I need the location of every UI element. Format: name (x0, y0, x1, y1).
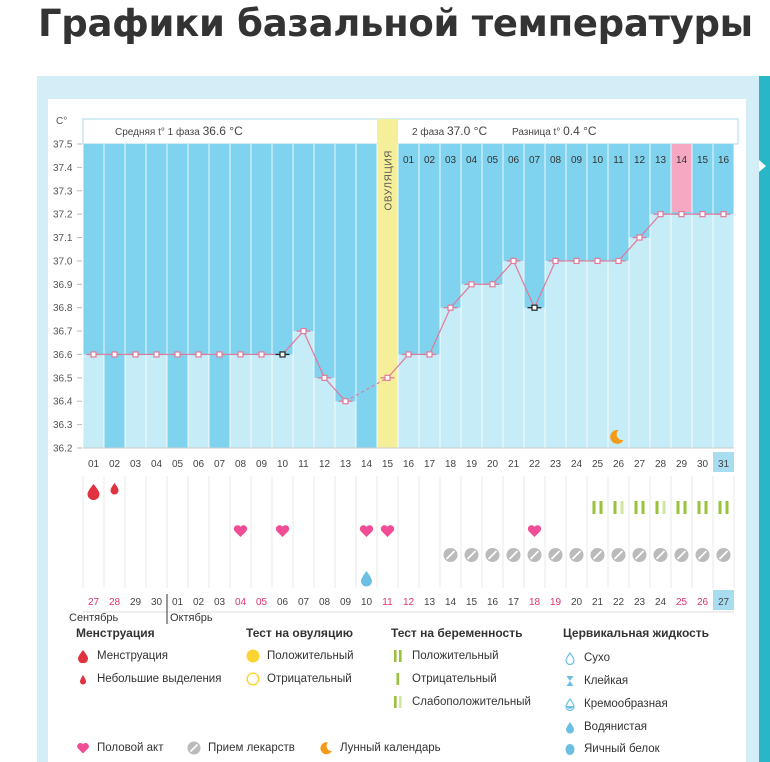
cycle-day-label: 05 (171, 459, 184, 470)
month-label-next: Октябрь (170, 612, 213, 624)
calendar-date-label: 27 (717, 597, 730, 608)
cycle-day-label: 17 (423, 459, 436, 470)
heart-icon (276, 525, 289, 537)
calendar-date-label: 07 (297, 597, 310, 608)
cycle-day-label: 22 (528, 459, 541, 470)
calendar-date-label: 20 (570, 597, 583, 608)
temperature-point (553, 258, 558, 263)
phase2-day-label: 06 (507, 155, 520, 166)
pregnancy-test-line (656, 501, 659, 514)
temperature-bar-day-24 (566, 261, 587, 448)
y-tick-label: 37.5 (53, 139, 73, 151)
y-tick-label: 37.4 (53, 162, 73, 174)
legend-cervical-dry: Сухо (563, 650, 610, 666)
test-weak-icon (391, 695, 405, 709)
cycle-day-label: 08 (234, 459, 247, 470)
ovulation-label: ОВУЛЯЦИЯ (383, 150, 395, 211)
temperature-point (238, 352, 243, 357)
temperature-point (322, 375, 327, 380)
temperature-bar-day-28 (650, 214, 671, 448)
month-label-start: Сентябрь (69, 612, 119, 624)
temperature-point (448, 305, 453, 310)
cycle-day-label: 06 (192, 459, 205, 470)
cycle-day-label: 07 (213, 459, 226, 470)
temperature-bar-day-1 (83, 354, 104, 448)
phase2-day-label: 14 (675, 155, 688, 166)
temperature-bar-day-30 (692, 214, 713, 448)
legend-ovulation-positive: Положительный (246, 648, 354, 664)
cycle-day-label: 02 (108, 459, 121, 470)
page-title: Графики базальной температуры (38, 2, 753, 45)
cycle-day-label: 28 (654, 459, 667, 470)
y-unit-label: C° (56, 116, 68, 127)
sun-outline-icon (246, 672, 260, 686)
temperature-bar-day-23 (545, 261, 566, 448)
calendar-date-label: 10 (360, 597, 373, 608)
heart-icon (381, 525, 394, 537)
cycle-day-label: 31 (717, 459, 730, 470)
calendar-date-label: 08 (318, 597, 331, 608)
temperature-point (196, 352, 201, 357)
phase2-day-label: 01 (402, 155, 415, 166)
phase2-average: 2 фаза 37.0 °C (412, 124, 488, 138)
phase2-day-label: 11 (613, 155, 624, 166)
y-tick-label: 36.6 (53, 349, 73, 361)
calendar-date-label: 24 (654, 597, 667, 608)
calendar-date-label: 16 (486, 597, 499, 608)
temperature-bar-day-12 (314, 378, 335, 448)
legend-intercourse: Половой акт (76, 740, 163, 756)
temperature-point (91, 352, 96, 357)
temperature-point (637, 235, 642, 240)
cycle-day-label: 20 (486, 459, 499, 470)
heart-icon (234, 525, 247, 537)
legend-cervical-watery: Водянистая (563, 719, 647, 735)
temperature-point (385, 375, 390, 380)
cycle-day-label: 18 (444, 459, 457, 470)
calendar-date-label: 29 (129, 597, 142, 608)
cycle-day-label: 19 (465, 459, 478, 470)
cycle-day-label: 13 (339, 459, 352, 470)
calendar-date-label: 12 (402, 597, 415, 608)
cycle-day-label: 10 (276, 459, 289, 470)
cycle-day-label: 23 (549, 459, 562, 470)
temperature-bar-day-16 (398, 354, 419, 448)
cycle-day-label: 14 (360, 459, 373, 470)
cycle-day-label: 03 (129, 459, 142, 470)
cycle-day-label: 26 (612, 459, 625, 470)
calendar-date-label: 09 (339, 597, 352, 608)
test-negative-icon (391, 672, 405, 686)
cycle-day-label: 12 (318, 459, 331, 470)
temperature-point (217, 352, 222, 357)
temperature-bar-day-25 (587, 261, 608, 448)
temperature-point (721, 212, 726, 217)
calendar-date-label: 05 (255, 597, 268, 608)
temperature-bar-day-4 (146, 354, 167, 448)
calendar-date-label: 17 (507, 597, 520, 608)
y-tick-label: 37.3 (53, 186, 73, 198)
cycle-day-label: 16 (402, 459, 415, 470)
calendar-date-label: 19 (549, 597, 562, 608)
calendar-date-label: 26 (696, 597, 709, 608)
pregnancy-test-line (600, 501, 603, 514)
phase2-day-label: 12 (633, 155, 646, 166)
temperature-point (301, 329, 306, 334)
temperature-point (280, 352, 285, 357)
temperature-point (469, 282, 474, 287)
temperature-point (406, 352, 411, 357)
legend-cervical-sticky: Клейкая (563, 673, 628, 689)
heart-icon (360, 525, 373, 537)
cycle-day-label: 25 (591, 459, 604, 470)
cervical-drop-icon (361, 571, 372, 587)
pregnancy-test-line (642, 501, 645, 514)
cycle-day-label: 09 (255, 459, 268, 470)
temperature-bar-day-31 (713, 214, 734, 448)
y-tick-label: 37.1 (53, 233, 73, 245)
pregnancy-test-line (705, 501, 708, 514)
sun-filled-icon (246, 649, 260, 663)
phase2-day-label: 07 (528, 155, 541, 166)
oval-drop-icon (563, 742, 577, 756)
pregnancy-test-line (614, 501, 617, 514)
cycle-day-label: 30 (696, 459, 709, 470)
temperature-point (133, 352, 138, 357)
temperature-point (595, 258, 600, 263)
calendar-date-label: 15 (465, 597, 478, 608)
temperature-point (112, 352, 117, 357)
pregnancy-test-line (698, 501, 701, 514)
calendar-date-label: 30 (150, 597, 163, 608)
temperature-point (532, 305, 537, 310)
drop-filled-icon (563, 720, 577, 734)
phase2-day-label: 04 (465, 155, 478, 166)
cycle-day-label: 21 (507, 459, 520, 470)
pregnancy-test-line (719, 501, 722, 514)
moon-icon (319, 741, 333, 755)
calendar-date-label: 25 (675, 597, 688, 608)
phase1-average: Средняя t° 1 фаза 36.6 °C (115, 124, 243, 138)
drop-small-icon (76, 672, 90, 686)
temperature-bar-day-13 (335, 401, 356, 448)
calendar-date-label: 04 (234, 597, 247, 608)
temperature-point (700, 212, 705, 217)
calendar-date-label: 18 (528, 597, 541, 608)
temperature-bar-day-10 (272, 354, 293, 448)
temperature-bar-day-6 (188, 354, 209, 448)
temperature-point (679, 212, 684, 217)
temperature-bar-day-8 (230, 354, 251, 448)
legend-pregnancy-test-title: Тест на беременность (391, 626, 523, 640)
hourglass-icon (563, 674, 577, 688)
temperature-bar-day-19 (461, 284, 482, 448)
phase2-day-label: 13 (654, 155, 667, 166)
legend-spotting: Небольшие выделения (76, 671, 221, 687)
temperature-bar-day-22 (524, 308, 545, 448)
pregnancy-test-line (593, 501, 596, 514)
y-tick-label: 36.9 (53, 279, 73, 291)
cycle-day-label: 29 (675, 459, 688, 470)
pregnancy-test-line (635, 501, 638, 514)
calendar-date-label: 22 (612, 597, 625, 608)
temperature-point (343, 399, 348, 404)
cycle-day-label: 27 (633, 459, 646, 470)
legend-medication: Прием лекарств (187, 740, 295, 756)
legend-menstruation-title: Менструация (76, 626, 155, 640)
y-tick-label: 36.4 (53, 396, 73, 408)
pregnancy-test-line (726, 501, 729, 514)
temperature-point (175, 352, 180, 357)
y-tick-label: 37.2 (53, 209, 73, 221)
y-tick-label: 36.7 (53, 326, 73, 338)
calendar-date-label: 06 (276, 597, 289, 608)
temperature-point (490, 282, 495, 287)
cycle-day-label: 01 (87, 459, 100, 470)
cycle-day-label: 24 (570, 459, 583, 470)
cycle-day-label: 11 (298, 459, 309, 470)
pill-icon (187, 741, 201, 755)
legend-ovulation-test-title: Тест на овуляцию (246, 626, 353, 640)
pregnancy-test-line (663, 501, 666, 514)
calendar-date-label: 11 (382, 597, 393, 608)
cycle-day-label: 15 (381, 459, 394, 470)
temperature-bar-day-9 (251, 354, 272, 448)
legend-menstruation: Менструация (76, 648, 168, 664)
temperature-point (616, 258, 621, 263)
temperature-bar-day-27 (629, 238, 650, 448)
phase2-day-label: 05 (486, 155, 499, 166)
legend-cervical-creamy: Кремообразная (563, 696, 668, 712)
test-positive-icon (391, 649, 405, 663)
calendar-date-label: 02 (192, 597, 205, 608)
phase2-day-label: 15 (696, 155, 709, 166)
phase2-day-label: 08 (549, 155, 562, 166)
temperature-point (154, 352, 159, 357)
pregnancy-test-line (677, 501, 680, 514)
temperature-bar-day-20 (482, 284, 503, 448)
heart-icon (76, 741, 90, 755)
phase2-day-label: 02 (423, 155, 436, 166)
temperature-point (574, 258, 579, 263)
y-tick-label: 36.3 (53, 420, 73, 432)
calendar-date-label: 27 (87, 597, 100, 608)
legend-pregnancy-weak: Слабоположительный (391, 694, 531, 710)
temperature-difference: Разница t° 0.4 °C (512, 124, 597, 138)
temperature-bar-day-3 (125, 354, 146, 448)
temperature-bar-day-21 (503, 261, 524, 448)
temperature-bar-day-29 (671, 214, 692, 448)
calendar-date-label: 13 (423, 597, 436, 608)
phase2-day-label: 09 (570, 155, 583, 166)
temperature-bar-day-18 (440, 308, 461, 448)
spotting-drop-icon (111, 483, 119, 495)
temperature-bar-day-17 (419, 354, 440, 448)
drop-large-icon (76, 649, 90, 663)
calendar-date-label: 14 (444, 597, 457, 608)
y-tick-label: 36.8 (53, 303, 73, 315)
heart-icon (528, 525, 541, 537)
temperature-bar-day-26 (608, 261, 629, 448)
y-tick-label: 36.5 (53, 373, 73, 385)
temperature-point (259, 352, 264, 357)
legend-pregnancy-positive: Положительный (391, 648, 499, 664)
calendar-date-label: 28 (108, 597, 121, 608)
pregnancy-test-line (684, 501, 687, 514)
legend-pregnancy-negative: Отрицательный (391, 671, 497, 687)
calendar-date-label: 03 (213, 597, 226, 608)
drop-outline-icon (563, 651, 577, 665)
pregnancy-test-line (621, 501, 624, 514)
calendar-date-label: 23 (633, 597, 646, 608)
legend-ovulation-negative: Отрицательный (246, 671, 352, 687)
y-tick-label: 36.2 (53, 443, 73, 455)
temperature-point (427, 352, 432, 357)
phase2-day-label: 10 (591, 155, 604, 166)
legend-lunar-calendar: Лунный календарь (319, 740, 441, 756)
cycle-day-label: 04 (150, 459, 163, 470)
phase2-day-label: 16 (717, 155, 730, 166)
menstruation-drop-icon (88, 484, 100, 500)
y-tick-label: 37.0 (53, 256, 73, 268)
legend-cervical-title: Цервикальная жидкость (563, 626, 710, 640)
phase2-day-label: 03 (444, 155, 457, 166)
calendar-date-label: 01 (171, 597, 184, 608)
drop-half-icon (563, 697, 577, 711)
temperature-point (658, 212, 663, 217)
calendar-date-label: 21 (591, 597, 604, 608)
legend-cervical-egg-white: Яичный белок (563, 741, 660, 757)
temperature-point (511, 258, 516, 263)
